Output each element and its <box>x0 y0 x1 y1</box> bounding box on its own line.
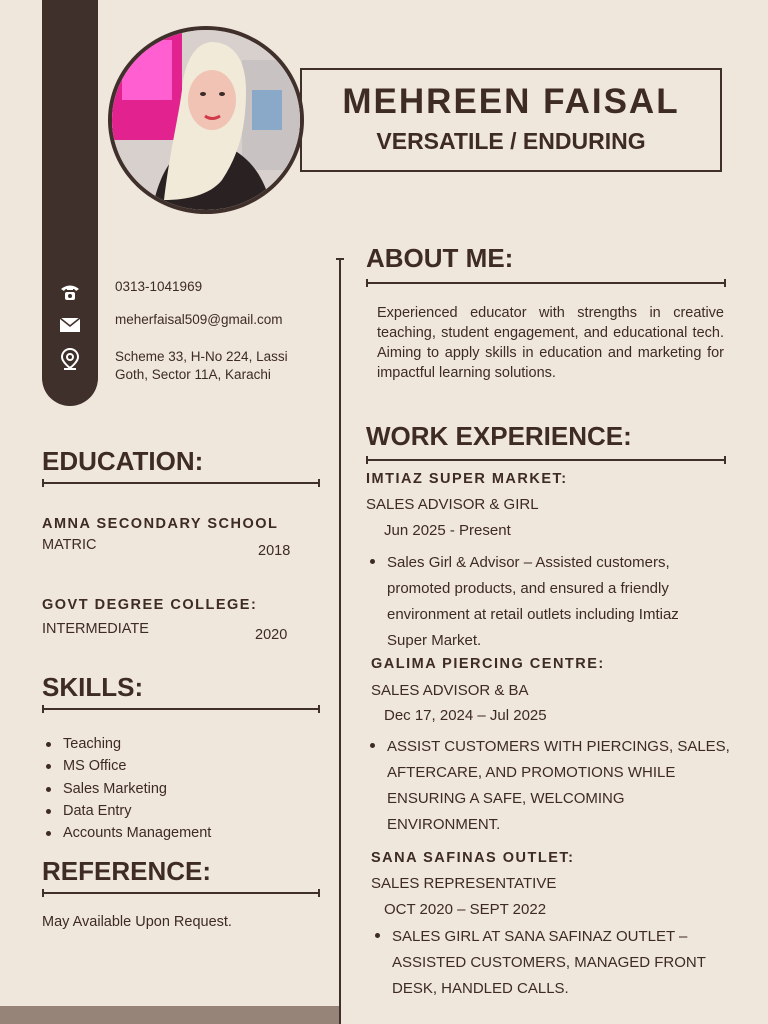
job-bullet-line: AFTERCARE, AND PROMOTIONS WHILE <box>387 764 676 781</box>
skill-item: Teaching <box>42 733 211 755</box>
address-line-2: Goth, Sector 11A, Karachi <box>115 367 271 382</box>
about-rule <box>366 282 726 284</box>
skills-list <box>42 733 211 844</box>
phone-number: 0313-1041969 <box>115 279 203 294</box>
education-year-1: 2018 <box>258 543 291 559</box>
work-title: WORK EXPERIENCE: <box>366 421 632 451</box>
job-role-1: SALES ADVISOR & GIRL <box>366 496 539 513</box>
profile-photo-illustration <box>112 30 300 210</box>
profile-photo <box>108 26 304 214</box>
job-bullets-2 <box>366 734 730 838</box>
address-line-1: Scheme 33, H-No 224, Lassi <box>115 349 288 364</box>
phone-icon <box>58 280 82 304</box>
education-level-1: MATRIC <box>42 537 97 553</box>
job-role-2: SALES ADVISOR & BA <box>371 682 529 699</box>
education-school-1: AMNA SECONDARY SCHOOL <box>42 516 279 532</box>
about-title: ABOUT ME: <box>366 243 514 273</box>
reference-text: May Available Upon Request. <box>42 914 232 930</box>
job-bullet-line: Sales Girl & Advisor – Assisted customers, <box>387 554 670 571</box>
job-bullet-line: ENVIRONMENT. <box>387 816 501 833</box>
full-name: MEHREEN FAISAL <box>342 82 680 121</box>
job-bullet <box>366 550 679 654</box>
education-level-2: INTERMEDIATE <box>42 621 149 637</box>
bottom-accent-bar <box>0 1006 339 1024</box>
skill-item: Sales Marketing <box>42 778 211 800</box>
sidebar-strip <box>42 0 98 406</box>
job-bullet-line: ASSIST CUSTOMERS WITH PIERCINGS, SALES, <box>387 738 730 755</box>
about-text: Experienced educator with strengths in creative teaching, student engagement, and educational tech. Aiming to apply skills in education and marketing for impactful learning solutions. <box>377 305 724 381</box>
education-year-2: 2020 <box>255 627 288 643</box>
work-rule <box>366 459 726 461</box>
job-company-3: SANA SAFINAS OUTLET: <box>371 850 575 866</box>
education-rule <box>42 482 320 484</box>
column-divider <box>339 258 341 1024</box>
email-icon <box>58 313 82 337</box>
job-bullet-line: ENSURING A SAFE, WELCOMING <box>387 790 625 807</box>
skill-item: MS Office <box>42 755 211 777</box>
skills-title: SKILLS: <box>42 672 144 702</box>
email-address: meherfaisal509@gmail.com <box>115 312 283 327</box>
skill-item: Accounts Management <box>42 822 211 844</box>
job-company-1: IMTIAZ SUPER MARKET: <box>366 471 568 487</box>
job-bullet-line: promoted products, and ensured a friendly <box>387 580 669 597</box>
location-pin-icon <box>58 347 82 371</box>
job-bullet-line: SALES GIRL AT SANA SAFINAZ OUTLET – <box>392 928 688 945</box>
skills-rule <box>42 708 320 710</box>
job-bullet <box>371 924 706 1002</box>
job-role-3: SALES REPRESENTATIVE <box>371 875 557 892</box>
job-company-2: GALIMA PIERCING CENTRE: <box>371 656 605 672</box>
job-bullet-line: Super Market. <box>387 632 482 649</box>
job-bullets-3 <box>371 924 706 1002</box>
reference-title: REFERENCE: <box>42 856 212 886</box>
job-dates-3: OCT 2020 – SEPT 2022 <box>384 901 547 918</box>
job-dates-2: Dec 17, 2024 – Jul 2025 <box>384 707 547 724</box>
reference-rule <box>42 892 320 894</box>
job-bullets-1 <box>366 550 679 654</box>
job-bullet <box>366 734 730 838</box>
education-school-2: GOVT DEGREE COLLEGE: <box>42 597 258 613</box>
education-title: EDUCATION: <box>42 446 204 476</box>
skill-item: Data Entry <box>42 800 211 822</box>
job-bullet-line: ASSISTED CUSTOMERS, MANAGED FRONT <box>392 954 706 971</box>
job-dates-1: Jun 2025 - Present <box>384 522 511 539</box>
job-bullet-line: DESK, HANDLED CALLS. <box>392 980 569 997</box>
job-bullet-line: environment at retail outlets including Imtiaz <box>387 606 679 623</box>
tagline: VERSATILE / ENDURING <box>376 128 646 154</box>
